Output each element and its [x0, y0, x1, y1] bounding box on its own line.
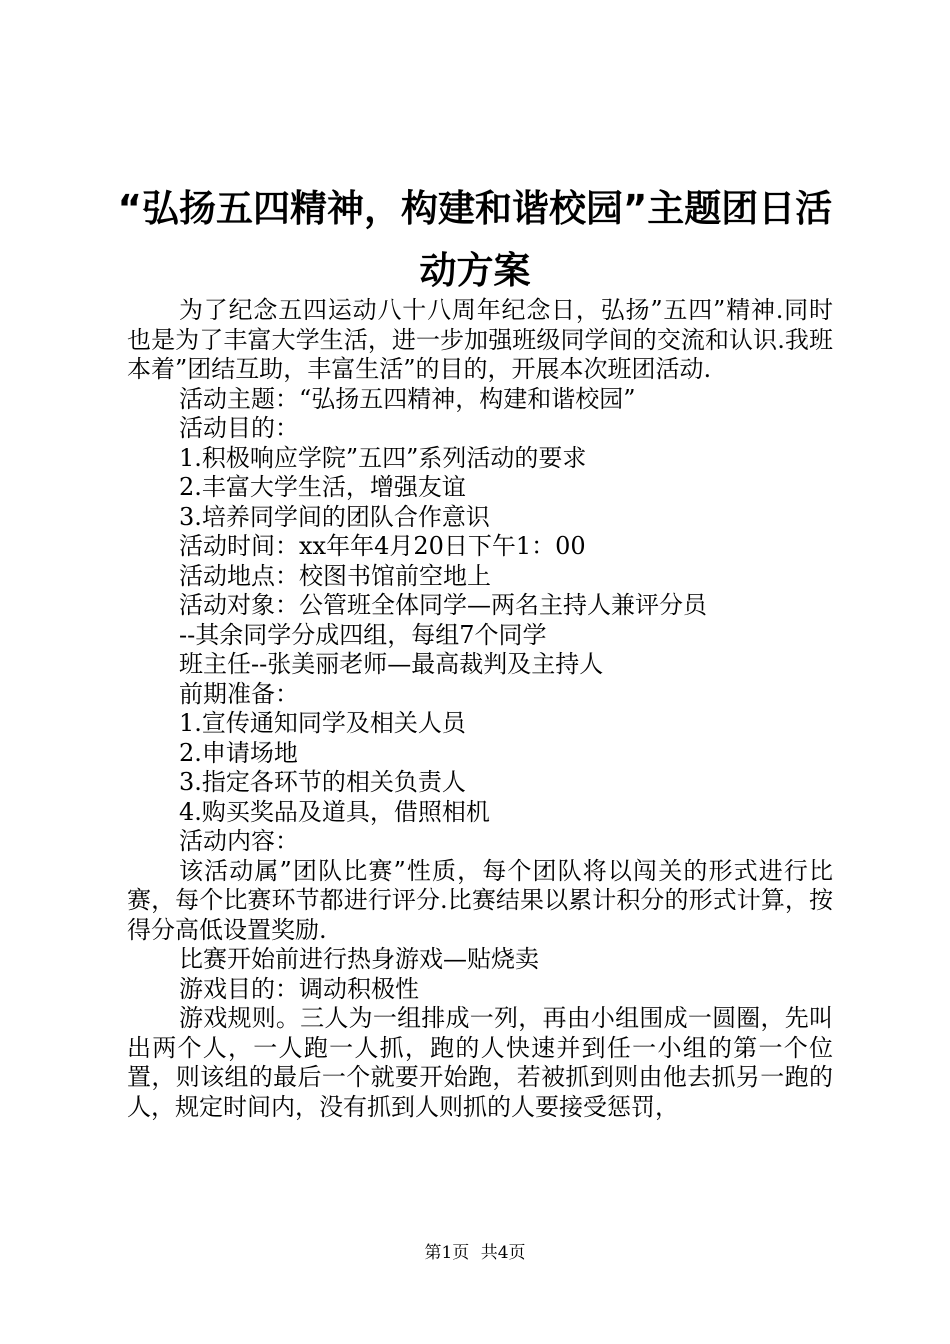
purpose-item: 1.积极响应学院”五四”系列活动的要求 [179, 443, 587, 472]
head-teacher: 班主任--张美丽老师—最高裁判及主持人 [179, 650, 604, 678]
purpose-item: 3.培养同学间的团队合作意识 [179, 502, 490, 531]
intro-paragraph: 为了纪念五四运动八十八周年纪念日，弘扬”五四”精神.同时也是为了丰富大学生活，进一步加强班级同学间的交流和认识.我班本着”团结互助，丰富生活”的目的，开展本次班团活动. [127, 296, 833, 383]
activity-place: 活动地点：校图书馆前空地上 [179, 561, 491, 590]
prep-item: 3.指定各环节的相关负责人 [179, 768, 466, 796]
page-footer [0, 1242, 950, 1264]
document-body [127, 296, 833, 1122]
purpose-heading: 活动目的： [179, 414, 299, 442]
prep-item: 4.购买奖品及道具，借照相机 [179, 797, 490, 826]
warmup-game: 比赛开始前进行热身游戏—贴烧卖 [179, 945, 539, 973]
activity-target: 活动对象：公管班全体同学—两名主持人兼评分员 [179, 591, 707, 619]
document-title [100, 178, 850, 302]
page-total: 共4页 [480, 1243, 526, 1263]
title-line-1: “弘扬五四精神，构建和谐校园”主题团日活 [117, 187, 833, 230]
activity-theme: 活动主题：“弘扬五四精神，构建和谐校园” [179, 384, 636, 413]
content-description: 该活动属”团队比赛”性质，每个团队将以闯关的形式进行比赛，每个比赛环节都进行评分.比赛结果以累计积分的形式计算，按得分高低设置奖励. [127, 856, 833, 944]
prep-item: 2.申请场地 [179, 738, 298, 767]
activity-time: 活动时间：xx年年4月20日下午1：00 [179, 532, 586, 560]
content-heading: 活动内容： [179, 827, 299, 855]
game-purpose: 游戏目的：调动积极性 [179, 974, 419, 1003]
prep-item: 1.宣传通知同学及相关人员 [179, 709, 466, 737]
activity-target-continued: --其余同学分成四组，每组7个同学 [179, 620, 547, 649]
page-number: 第1页 [424, 1243, 470, 1263]
purpose-item: 2.丰富大学生活，增强友谊 [179, 473, 466, 501]
title-line-2: 动方案 [419, 249, 531, 292]
prep-heading: 前期准备： [179, 679, 299, 708]
game-rules: 游戏规则。三人为一组排成一列，再由小组围成一圆圈，先叫出两个人，一人跑一人抓，跑的人快速并到任一小组的第一个位置，则该组的最后一个就要开始跑，若被抓到则由他去抓另一跑的人，规定时间内，没有抓到人则抓的人要接受惩罚， [127, 1004, 833, 1121]
